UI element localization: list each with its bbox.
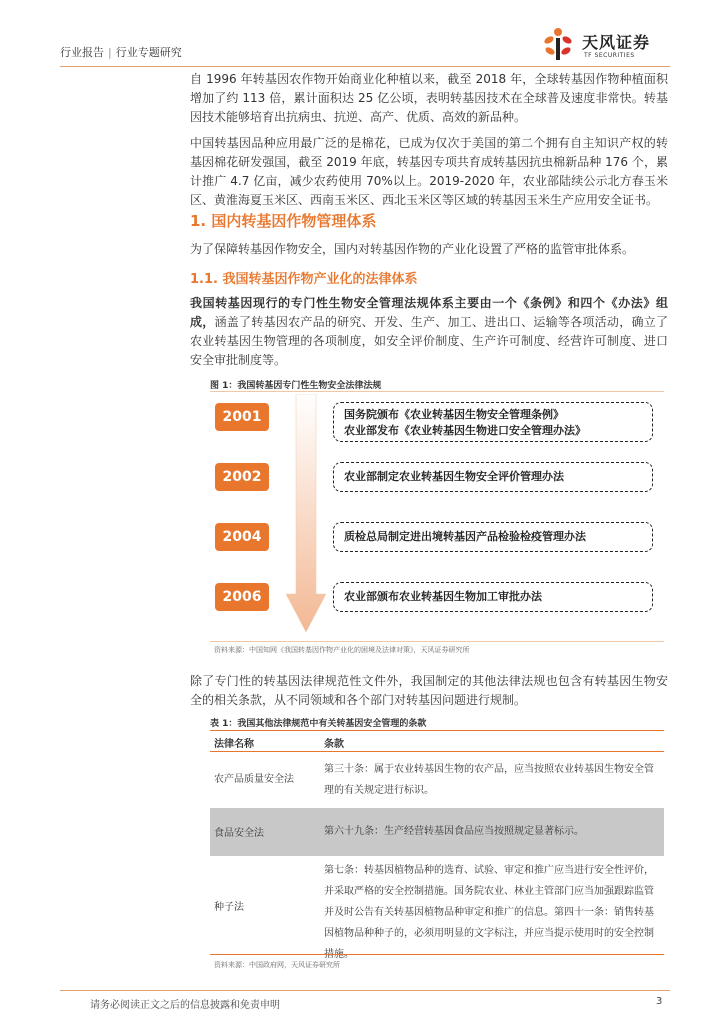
law-clause: 第六十九条：生产经营转基因食品应当按照规定显著标示。: [324, 826, 584, 837]
paragraph-5: 除了专门性的转基因法律规范性文件外，我国制定的其他法律法规也包含有转基因生物安全的相关条款，从不同领域和各个部门对转基因问题进行规制。: [190, 674, 668, 707]
table-bottom-divider: [210, 954, 664, 955]
event-text: 农业部颁布农业转基因生物加工审批办法: [344, 590, 542, 603]
footer-divider: [60, 990, 670, 991]
timeline-event-2004: [333, 522, 653, 552]
header-divider: [60, 66, 670, 67]
law-clause: 第三十条：属于农业转基因生物的农产品，应当按照农业转基因生物安全管理的有关规定进行标识。: [324, 764, 654, 796]
footer-disclaimer: 请务必阅读正文之后的信息披露和免责申明: [90, 1000, 280, 1011]
event-text: 质检总局制定进出境转基因产品检验检疫管理办法: [344, 530, 586, 543]
timeline-year-2006: 2006: [215, 583, 269, 611]
column-header-clause: 条款: [324, 739, 344, 750]
table-row: [210, 808, 664, 856]
figure-bottom-divider: [210, 641, 664, 642]
timeline-year-2004: 2004: [215, 523, 269, 551]
timeline-year-2001: 2001: [215, 403, 269, 431]
table-title: 表 1：我国其他法律规范中有关转基因安全管理的条款: [210, 719, 427, 729]
timeline-event-2001: [333, 402, 653, 442]
header-separator: |: [108, 46, 112, 59]
law-name: 农产品质量安全法: [214, 774, 294, 785]
figure-title: 图 1：我国转基因专门性生物安全法律法规: [210, 381, 382, 391]
table-header: [210, 730, 664, 752]
law-name: 食品安全法: [214, 828, 264, 839]
table-row: [210, 754, 664, 806]
table-row: [210, 858, 664, 954]
paragraph-4-bold: 我国转基因现行的专门性生物安全管理法规体系主要由一个《条例》和四个《办法》组成，: [190, 296, 668, 329]
column-header-law-name: 法律名称: [214, 739, 254, 750]
paragraph-1: 自 1996 年转基因农作物开始商业化种植以来，截至 2018 年，全球转基因作物种植面积增加了约 113 倍，累计面积达 25 亿公顷，表明转基因技术在全球普及速度非常快。转基因技术能够培育出抗病虫、抗逆、高产、优质、高效的新品种。: [190, 72, 668, 124]
timeline-event-2006: [333, 582, 653, 612]
event-text: 农业部制定农业转基因生物安全评价管理办法: [344, 470, 564, 483]
paragraph-4: [190, 294, 668, 370]
tf-logo-icon: [538, 24, 578, 64]
law-clause: 第七条：转基因植物品种的选育、试验、审定和推广应当进行安全性评价，并采取严格的安全控制措施。国务院农业、林业主管部门应当加强跟踪监管并及时公告有关转基因植物品种审定和推广的信息。第四十一条：销售转基因植物品种种子的，必须用明显的文字标注，并应当提示使用时的安全控制: [324, 865, 654, 939]
paragraph-2: 中国转基因品种应用最广泛的是棉花，已成为仅次于美国的第二个拥有自主知识产权的转基因棉花研发强国，截至 2019 年底，转基因专项共育成转基因抗虫棉新品种 176 个，累计推广 4.7 亿亩，减少农药使用 70%以上。2019-2020 年，农业部陆续公示北方春玉米区、黄淮海夏玉米区、西南玉米区、西北玉米区等区域的转基因玉米生产应用安全证书。: [190, 136, 668, 207]
figure-source: 资料来源：中国知网《我国转基因作物产业化的困境及法律对策》，天风证券研究所: [214, 646, 470, 654]
logo-chinese-name: 天风证券: [582, 33, 651, 52]
section-heading-1: 1. 国内转基因作物管理体系: [190, 212, 377, 230]
header-category: [60, 44, 182, 60]
page-number: 3: [656, 996, 663, 1007]
figure-top-divider: [210, 391, 664, 392]
law-name: 种子法: [214, 902, 244, 913]
timeline-event-2002: [333, 462, 653, 492]
event-text: 国务院颁布《农业转基因生物安全管理条例》: [344, 408, 564, 421]
timeline-arrow: [286, 394, 326, 632]
timeline-year-2002: 2002: [215, 463, 269, 491]
section-heading-1-1: 1.1. 我国转基因作物产业化的法律体系: [190, 272, 418, 287]
logo-english-name: TF SECURITIES: [584, 52, 635, 59]
report-subcategory: 行业专题研究: [115, 46, 182, 59]
paragraph-3: 为了保障转基因作物安全，国内对转基因作物的产业化设置了严格的监管审批体系。: [190, 242, 635, 256]
event-text: 农业部发布《农业转基因生物进口安全管理办法》: [344, 424, 586, 437]
table-source: 资料来源：中国政府网，天风证券研究所: [214, 961, 340, 969]
company-logo: [530, 24, 670, 66]
paragraph-4-rest: 涵盖了转基因农产品的研究、开发、生产、加工、进出口、运输等各项活动，确立了农业转基因生物管理的各项制度，如安全评价制度、生产许可制度、经营许可制度、进口安全审批制度等。: [190, 315, 668, 367]
report-category: 行业报告: [60, 46, 104, 59]
